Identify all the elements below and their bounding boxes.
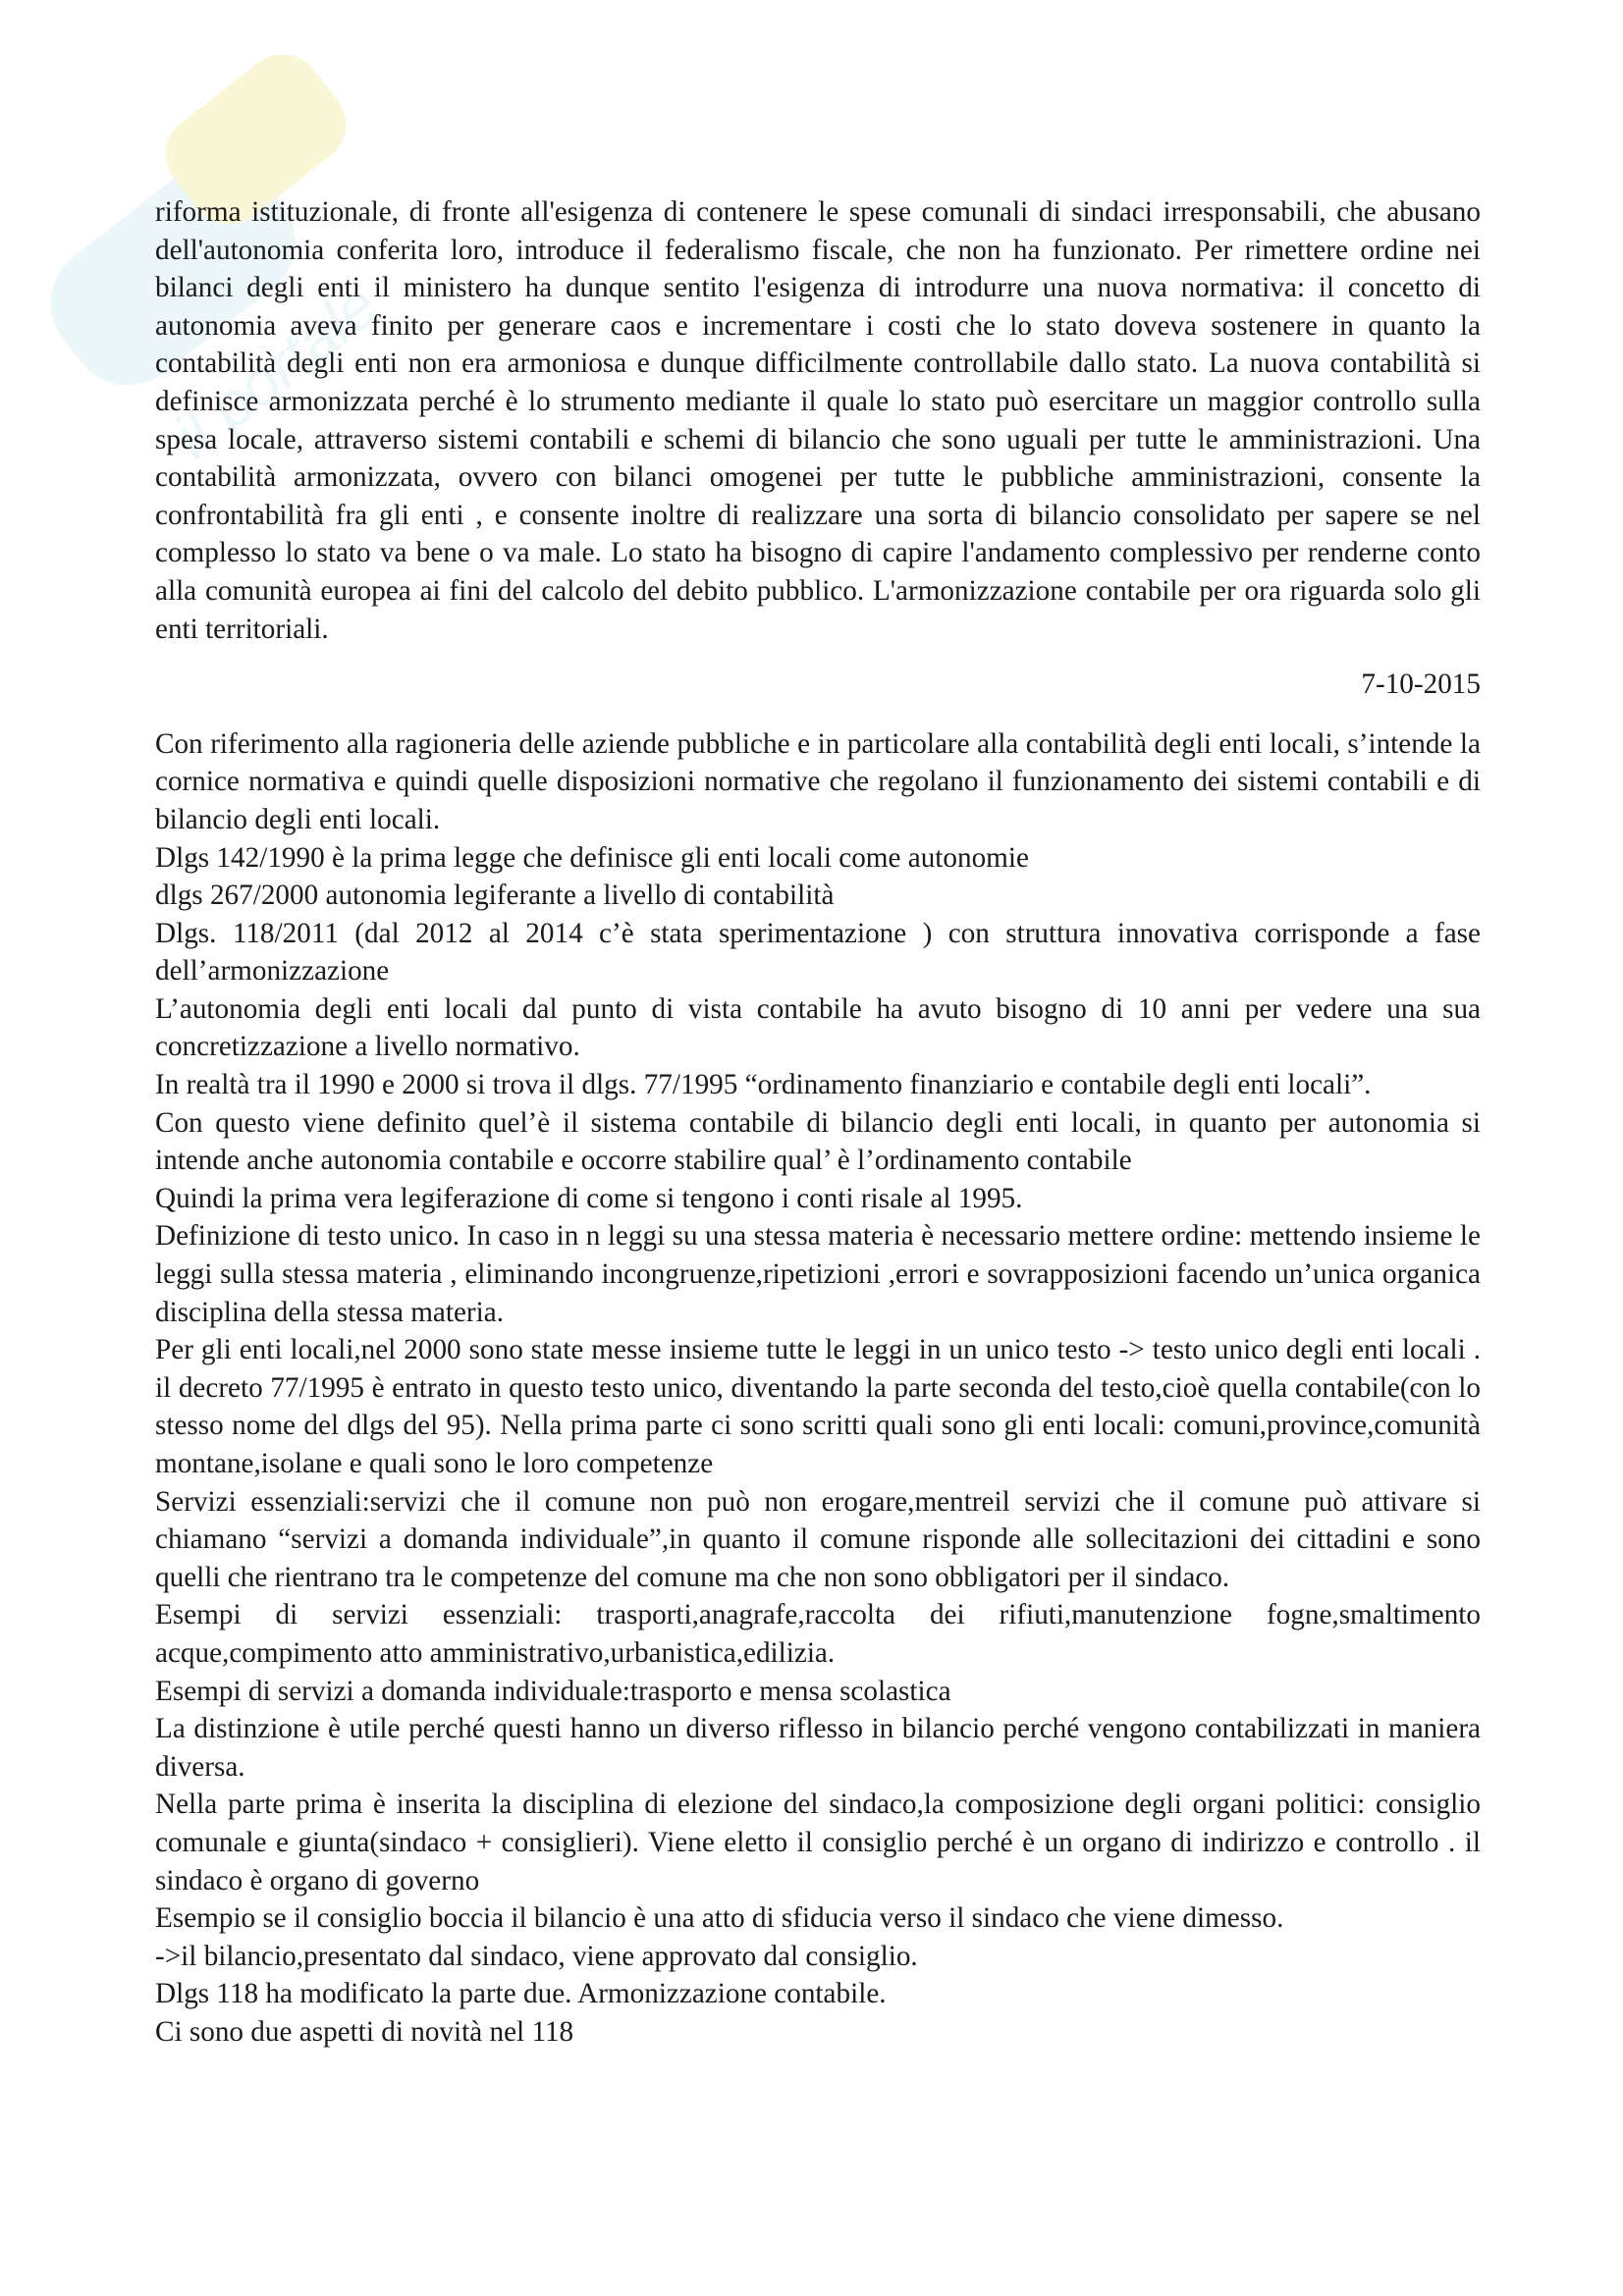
paragraph-3: dlgs 267/2000 autonomia legiferante a livello di contabilità <box>155 880 835 912</box>
paragraph-5: L’autonomia degli enti locali dal punto di vista contabile ha avuto bisogno di 10 anni per vedere una sua concretizzazione a livello normativo. <box>155 992 1481 1063</box>
paragraph-19: Ci sono due aspetti di novità nel 118 <box>155 2015 574 2048</box>
paragraph-1: Con riferimento alla ragioneria delle aziende pubbliche e in particolare alla contabilità degli enti locali, s’intende la cornice normativa e quindi quelle disposizioni normative che regolano il funzionamento dei sistemi contabili e di bilancio degli enti locali. <box>155 727 1481 835</box>
paragraph-18: Dlgs 118 ha modificato la parte due. Armonizzazione contabile. <box>155 1978 887 2010</box>
paragraph-4: Dlgs. 118/2011 (dal 2012 al 2014 c’è stata sperimentazione ) con struttura innovativa corrisponde a fase dell’armonizzazione <box>155 917 1481 988</box>
paragraph-6: In realtà tra il 1990 e 2000 si trova il dlgs. 77/1995 “ordinamento finanziario e contabile degli enti locali”. <box>155 1069 1372 1101</box>
paragraph-8: Quindi la prima vera legiferazione di come si tengono i conti risale al 1995. <box>155 1182 1023 1214</box>
paragraph-13: Esempi di servizi a domanda individuale:trasporto e mensa scolastica <box>155 1675 951 1707</box>
paragraph-intro: riforma istituzionale, di fronte all'esigenza di contenere le spese comunali di sindaci irresponsabili, che abusano dell'autonomia conferita loro, introduce il federalismo fiscale, che non ha funzionato. Per rimettere ordine nei bilanci degli enti il ministero ha dunque sentito l'esigenza di introdurre una nuova normativa: il concetto di autonomia aveva finito per generare caos e incrementare i costi che lo stato doveva sostenere in quanto la contabilità degli enti non era armoniosa e dunque difficilmente controllabile dallo stato. La nuova contabilità si definisce armonizzata perché è lo strumento mediante il quale lo stato può esercitare un maggior controllo sulla spesa locale, attraverso sistemi contabili e schemi di bilancio che sono uguali per tutte le amministrazioni. Una contabilità armonizzata, ovvero con bilanci omogenei per tutte le pubbliche amministrazioni, consente la confrontabilità fra gli enti , e consente inoltre di realizzare una sorta di bilancio consolidato per sapere se nel complesso lo stato va bene o va male. Lo stato ha bisogno di capire l'andamento complessivo per renderne conto alla comunità europea ai fini del calcolo del debito pubblico. L'armonizzazione contabile per ora riguarda solo gli enti territoriali. <box>155 196 1481 645</box>
watermark-text: il portale <box>160 269 392 472</box>
paragraph-14: La distinzione è utile perché questi hanno un diverso riflesso in bilancio perché vengono contabilizzati in maniera diversa. <box>155 1713 1481 1783</box>
paragraph-12: Esempi di servizi essenziali: trasporti,anagrafe,raccolta dei rifiuti,manutenzione fogne,smaltimento acque,compimento atto amministrativo,urbanistica,edilizia. <box>155 1599 1481 1669</box>
paragraph-7: Con questo viene definito quel’è il sistema contabile di bilancio degli enti locali, in quanto per autonomia si intende anche autonomia contabile e occorre stabilire qual’ è l’ordinamento contabile <box>155 1106 1481 1177</box>
document-page <box>155 193 1481 2052</box>
paragraph-16: Esempio se il consiglio boccia il bilancio è una atto di sfiducia verso il sindaco che viene dimesso. <box>155 1902 1284 1935</box>
paragraph-15: Nella parte prima è inserita la disciplina di elezione del sindaco,la composizione degli organi politici: consiglio comunale e giunta(sindaco + consiglieri). Viene eletto il consiglio perché è un organo di indirizzo e controllo . il sindaco è organo di governo <box>155 1789 1481 1896</box>
paragraph-2: Dlgs 142/1990 è la prima legge che definisce gli enti locali come autonomie <box>155 841 1029 874</box>
date-heading: 7-10-2015 <box>1361 668 1481 701</box>
paragraph-9: Definizione di testo unico. In caso in n leggi su una stessa materia è necessario mettere ordine: mettendo insieme le leggi sulla stessa materia , eliminando incongruenze,ripetizioni ,errori e sovrapposizioni facendo un’unica organica disciplina della stessa materia. <box>155 1220 1481 1328</box>
paragraph-17: ->il bilancio,presentato dal sindaco, viene approvato dal consiglio. <box>155 1940 918 1972</box>
paragraph-10: Per gli enti locali,nel 2000 sono state messe insieme tutte le leggi in un unico testo -> testo unico degli enti locali . il decreto 77/1995 è entrato in questo testo unico, diventando la parte seconda del testo,cioè quella contabile(con lo stesso nome del dlgs del 95). Nella prima parte ci sono scritti quali sono gli enti locali: comuni,province,comunità montane,isolane e quali sono le loro competenze <box>155 1334 1481 1479</box>
paragraph-11: Servizi essenziali:servizi che il comune non può non erogare,mentreil servizi che il comune può attivare si chiamano “servizi a domanda individuale”,in quanto il comune risponde alle sollecitazioni dei cittadini e sono quelli che rientrano tra le competenze del comune ma che non sono obbligatori per il sindaco. <box>155 1485 1481 1593</box>
